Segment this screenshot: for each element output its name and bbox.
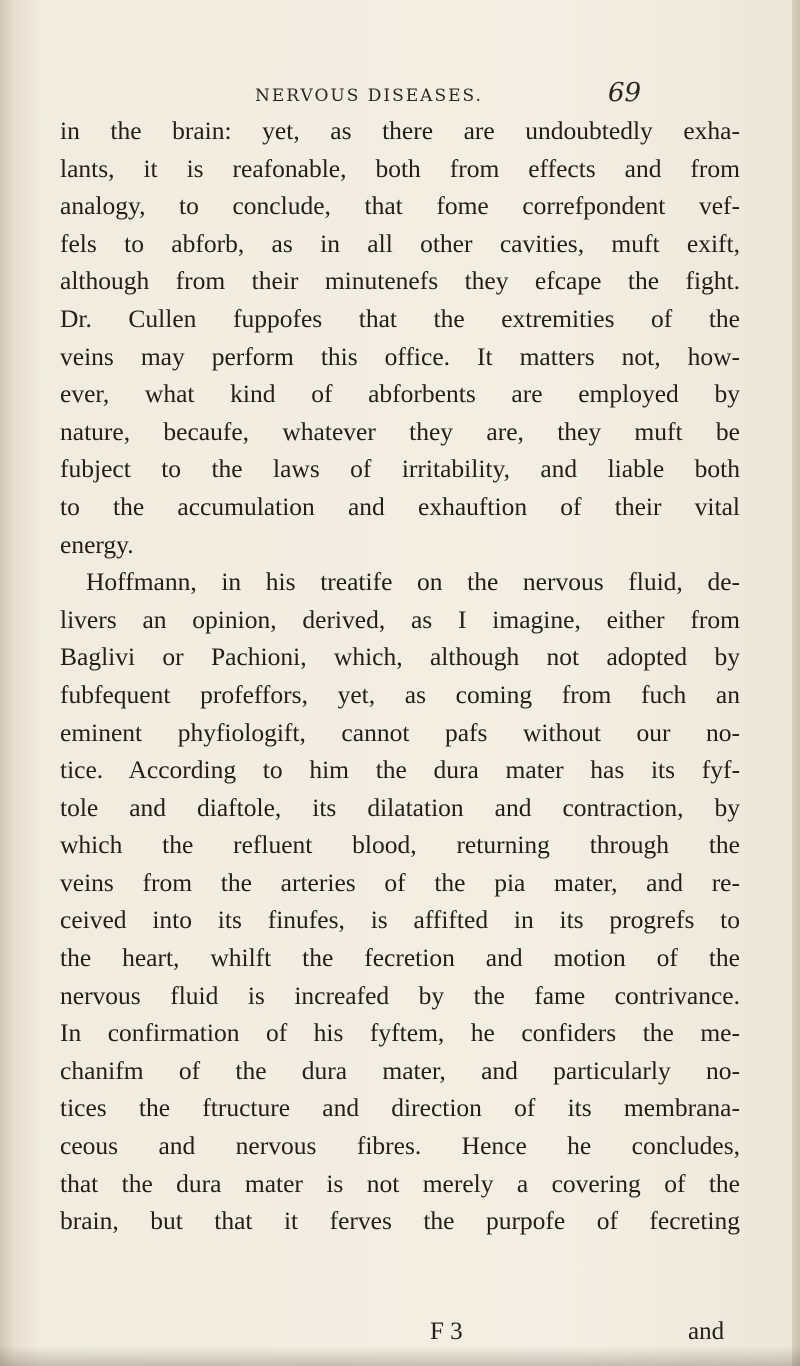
body-text [60,112,740,1240]
text-line: ceived into its finufes, is affifted in its progrefs to [60,905,740,935]
catchword: and [688,1318,725,1345]
text-line: the heart, whilft the fecretion and motion of the [60,943,740,973]
text-line: veins may perform this office. It matters not, how- [60,341,740,371]
text-line: eminent phyfiologift, cannot pafs without our no- [60,717,740,747]
text-line: nervous fluid is increafed by the fame contrivance. [60,980,740,1010]
text-line: In confirmation of his fyftem, he confiders the me- [60,1018,740,1048]
text-line: chanifm of the dura mater, and particularly no- [60,1055,740,1085]
text-line: analogy, to conclude, that fome correfpondent vef- [60,191,740,221]
text-line: veins from the arteries of the pia mater, and re- [60,867,740,897]
text-line: lants, it is reafonable, both from effects and from [60,153,740,183]
text-line: energy. [60,529,134,559]
text-line: tole and diaftole, its dilatation and contraction, by [60,792,740,822]
running-title: NERVOUS DISEASES. [255,86,483,106]
text-line: Baglivi or Pachioni, which, although not adopted by [60,642,740,672]
text-line: Hoffmann, in his treatife on the nervous fluid, de- [86,567,740,597]
text-line: Dr. Cullen fuppofes that the extremities of the [60,303,740,333]
text-line: brain, but that it ferves the purpofe of fecreting [60,1206,740,1236]
text-line: although from their minutenefs they efcape the fight. [60,266,740,296]
signature-mark: F 3 [430,1318,463,1345]
page-number: 69 [608,78,642,108]
text-line: nature, becaufe, whatever they are, they muft be [60,416,740,446]
text-line: tice. According to him the dura mater has its fyf- [60,755,740,785]
text-line: to the accumulation and exhauftion of their vital [60,491,740,521]
text-line: ever, what kind of abforbents are employed by [60,379,740,409]
text-line: which the refluent blood, returning through the [60,830,740,860]
page-edge [792,0,800,1366]
text-line: tices the ftructure and direction of its membrana- [60,1093,740,1123]
text-line: fels to abforb, as in all other cavities, muft exift, [60,228,740,258]
text-line: fubfequent profeffors, yet, as coming from fuch an [60,679,740,709]
page-bottom-shadow [0,1346,800,1366]
text-line: fubject to the laws of irritability, and liable both [60,454,740,484]
text-line: livers an opinion, derived, as I imagine, either from [60,604,740,634]
text-line: that the dura mater is not merely a covering of the [60,1168,740,1198]
text-line: ceous and nervous fibres. Hence he concludes, [60,1131,740,1161]
text-line: in the brain: yet, as there are undoubtedly exha- [60,116,740,145]
